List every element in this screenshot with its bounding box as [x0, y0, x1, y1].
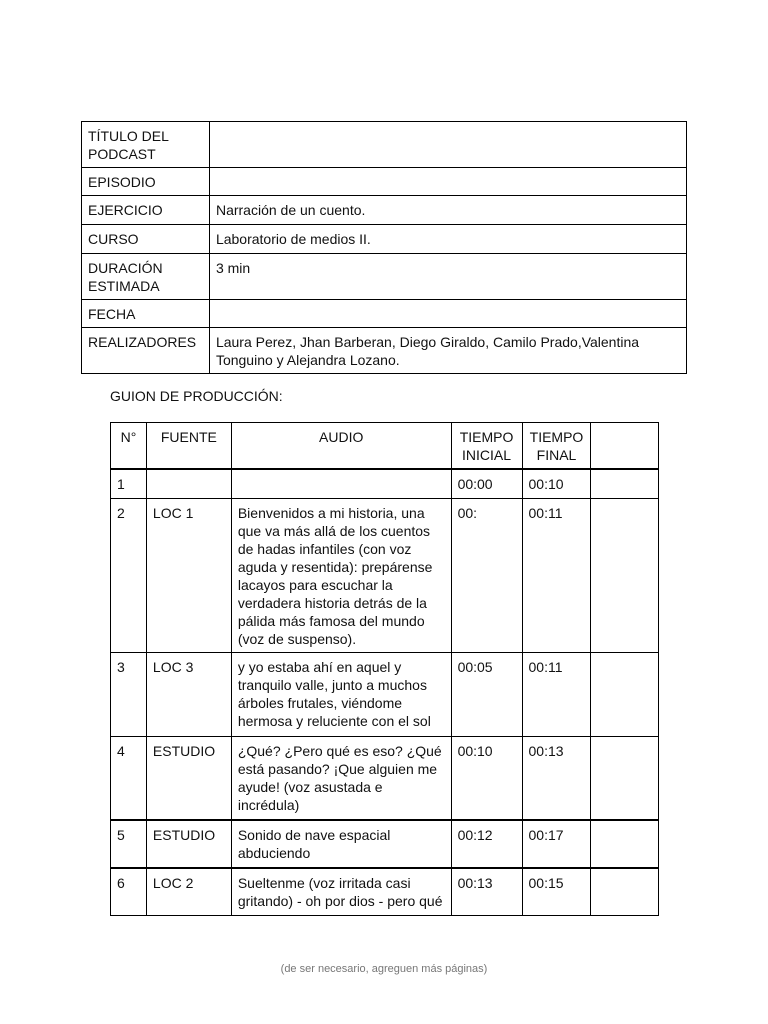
row-start-time: 00:13: [451, 868, 522, 915]
info-value: 3 min: [209, 254, 686, 300]
script-row: [111, 652, 659, 736]
script-row: [111, 469, 659, 498]
row-source: LOC 2: [146, 868, 231, 915]
row-extra: [591, 652, 659, 736]
info-label: EPISODIO: [82, 168, 210, 196]
info-value: [209, 122, 686, 168]
row-audio: y yo estaba ahí en aquel y tranquilo valle, junto a muchos árboles frutales, viéndome hermosa y reluciente con el sol: [231, 652, 451, 736]
row-start-time: 00:05: [451, 652, 522, 736]
header-end-time: TIEMPO FINAL: [522, 423, 591, 470]
info-row-course: [82, 225, 687, 254]
row-source: ESTUDIO: [146, 820, 231, 868]
row-number: 4: [111, 736, 147, 820]
script-row: [111, 736, 659, 820]
row-audio: [231, 469, 451, 498]
info-label: EJERCICIO: [82, 196, 210, 225]
info-label: FECHA: [82, 300, 210, 328]
info-value: Laura Perez, Jhan Barberan, Diego Giraldo, Camilo Prado,Valentina Tonguino y Alejandra Lozano.: [209, 328, 686, 374]
row-source: LOC 1: [146, 498, 231, 652]
row-extra: [591, 736, 659, 820]
row-extra: [591, 820, 659, 868]
section-title: GUION DE PRODUCCIÓN:: [110, 388, 283, 404]
info-row-date: [82, 300, 687, 328]
row-start-time: 00:: [451, 498, 522, 652]
row-audio: Sonido de nave espacial abduciendo: [231, 820, 451, 868]
row-end-time: 00:10: [522, 469, 591, 498]
row-end-time: 00:15: [522, 868, 591, 915]
info-label: REALIZADORES: [82, 328, 210, 374]
script-row: [111, 868, 659, 915]
info-value: Narración de un cuento.: [209, 196, 686, 225]
row-start-time: 00:00: [451, 469, 522, 498]
row-source: ESTUDIO: [146, 736, 231, 820]
header-source: FUENTE: [146, 423, 231, 470]
info-row-exercise: [82, 196, 687, 225]
info-label: CURSO: [82, 225, 210, 254]
script-header-row: [111, 423, 659, 470]
script-row: [111, 498, 659, 652]
row-source: LOC 3: [146, 652, 231, 736]
row-number: 3: [111, 652, 147, 736]
row-end-time: 00:11: [522, 498, 591, 652]
podcast-info-table: [81, 121, 687, 374]
row-start-time: 00:10: [451, 736, 522, 820]
row-start-time: 00:12: [451, 820, 522, 868]
row-number: 1: [111, 469, 147, 498]
script-row: [111, 820, 659, 868]
info-value: [209, 168, 686, 196]
row-source: [146, 469, 231, 498]
row-number: 2: [111, 498, 147, 652]
production-script-table: [110, 422, 659, 916]
row-extra: [591, 469, 659, 498]
info-row-episode: [82, 168, 687, 196]
header-number: N°: [111, 423, 147, 470]
row-number: 5: [111, 820, 147, 868]
row-audio: Sueltenme (voz irritada casi gritando) - oh por dios - pero qué: [231, 868, 451, 915]
row-extra: [591, 498, 659, 652]
header-start-time: TIEMPO INICIAL: [451, 423, 522, 470]
row-end-time: 00:17: [522, 820, 591, 868]
info-row-title: [82, 122, 687, 168]
row-end-time: 00:13: [522, 736, 591, 820]
row-extra: [591, 868, 659, 915]
info-label: TÍTULO DEL PODCAST: [82, 122, 210, 168]
row-number: 6: [111, 868, 147, 915]
info-value: Laboratorio de medios II.: [209, 225, 686, 254]
row-end-time: 00:11: [522, 652, 591, 736]
info-value: [209, 300, 686, 328]
info-label: DURACIÓN ESTIMADA: [82, 254, 210, 300]
header-audio: AUDIO: [231, 423, 451, 470]
info-row-producers: [82, 328, 687, 374]
row-audio: Bienvenidos a mi historia, una que va más allá de los cuentos de hadas infantiles (con voz aguda y resentida): prepárense lacayos para escuchar la verdadera historia detrás de la pálida más famosa del mundo (voz de suspenso).: [231, 498, 451, 652]
row-audio: ¿Qué? ¿Pero qué es eso? ¿Qué está pasando? ¡Que alguien me ayude! (voz asustada e incrédula): [231, 736, 451, 820]
header-extra: [591, 423, 659, 470]
footer-note: (de ser necesario, agreguen más páginas): [280, 963, 488, 975]
info-row-duration: [82, 254, 687, 300]
